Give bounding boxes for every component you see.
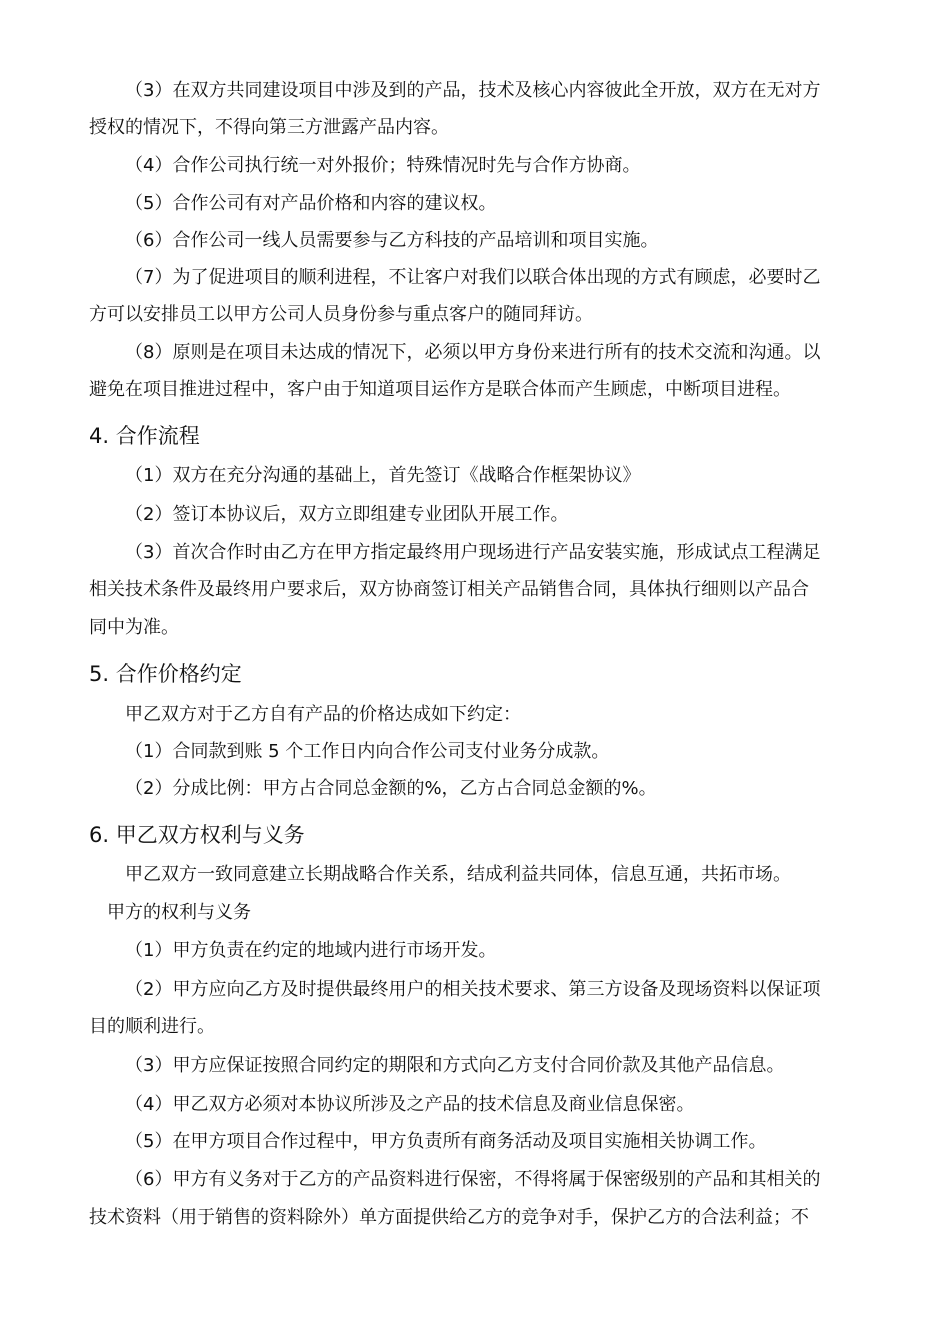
paragraph-line: （3）甲方应保证按照合同约定的期限和方式向乙方支付合同价款及其他产品信息。 — [125, 1055, 785, 1076]
paragraph-line: （8）原则是在项目未达成的情况下，必须以甲方身份来进行所有的技术交流和沟通。以 — [125, 342, 821, 363]
paragraph-line: （6）甲方有义务对于乙方的产品资料进行保密，不得将属于保密级别的产品和其相关的 — [125, 1169, 821, 1190]
paragraph-line: （2）甲方应向乙方及时提供最终用户的相关技术要求、第三方设备及现场资料以保证项 — [125, 979, 821, 1000]
paragraph-line: 相关技术条件及最终用户要求后，双方协商签订相关产品销售合同，具体执行细则以产品合 — [89, 579, 809, 600]
paragraph-line: （4）甲乙双方必须对本协议所涉及之产品的技术信息及商业信息保密。 — [125, 1094, 695, 1115]
paragraph-line: （6）合作公司一线人员需要参与乙方科技的产品培训和项目实施。 — [125, 230, 659, 251]
paragraph-line: （2）签订本协议后，双方立即组建专业团队开展工作。 — [125, 504, 569, 525]
paragraph-line: 目的顺利进行。 — [89, 1016, 215, 1037]
paragraph-line: （7）为了促进项目的顺利进程，不让客户对我们以联合体出现的方式有顾虑，必要时乙 — [125, 267, 821, 288]
paragraph-line: （1）甲方负责在约定的地域内进行市场开发。 — [125, 940, 497, 961]
paragraph-line: 避免在项目推进过程中，客户由于知道项目运作方是联合体而产生顾虑，中断项目进程。 — [89, 379, 791, 400]
paragraph-line: （4）合作公司执行统一对外报价；特殊情况时先与合作方协商。 — [125, 155, 641, 176]
paragraph-line: （5）在甲方项目合作过程中，甲方负责所有商务活动及项目实施相关协调工作。 — [125, 1131, 767, 1152]
section-heading: 6. 甲乙双方权利与义务 — [89, 823, 305, 847]
paragraph-line: （1）合同款到账 5 个工作日内向合作公司支付业务分成款。 — [125, 741, 610, 762]
paragraph-line: 技术资料（用于销售的资料除外）单方面提供给乙方的竞争对手，保护乙方的合法利益；不 — [89, 1207, 809, 1228]
paragraph-line: 方可以安排员工以甲方公司人员身份参与重点客户的随同拜访。 — [89, 304, 593, 325]
section-heading: 4. 合作流程 — [89, 424, 200, 448]
paragraph-line: 甲乙双方对于乙方自有产品的价格达成如下约定： — [125, 704, 521, 725]
paragraph-line: （5）合作公司有对产品价格和内容的建议权。 — [125, 193, 497, 214]
paragraph-line: 授权的情况下，不得向第三方泄露产品内容。 — [89, 117, 449, 138]
paragraph-line: 甲乙双方一致同意建立长期战略合作关系，结成利益共同体，信息互通，共拓市场。 — [125, 864, 791, 885]
subsection-label: 甲方的权利与义务 — [107, 902, 251, 923]
paragraph-line: （1）双方在充分沟通的基础上，首先签订《战略合作框架协议》 — [125, 465, 641, 486]
paragraph-line: （3）在双方共同建设项目中涉及到的产品，技术及核心内容彼此全开放，双方在无对方 — [125, 80, 821, 101]
paragraph-line: （3）首次合作时由乙方在甲方指定最终用户现场进行产品安装实施，形成试点工程满足 — [125, 542, 821, 563]
section-heading: 5. 合作价格约定 — [89, 662, 242, 686]
paragraph-line: 同中为准。 — [89, 617, 179, 638]
paragraph-line: （2）分成比例：甲方占合同总金额的%，乙方占合同总金额的%。 — [125, 778, 657, 799]
